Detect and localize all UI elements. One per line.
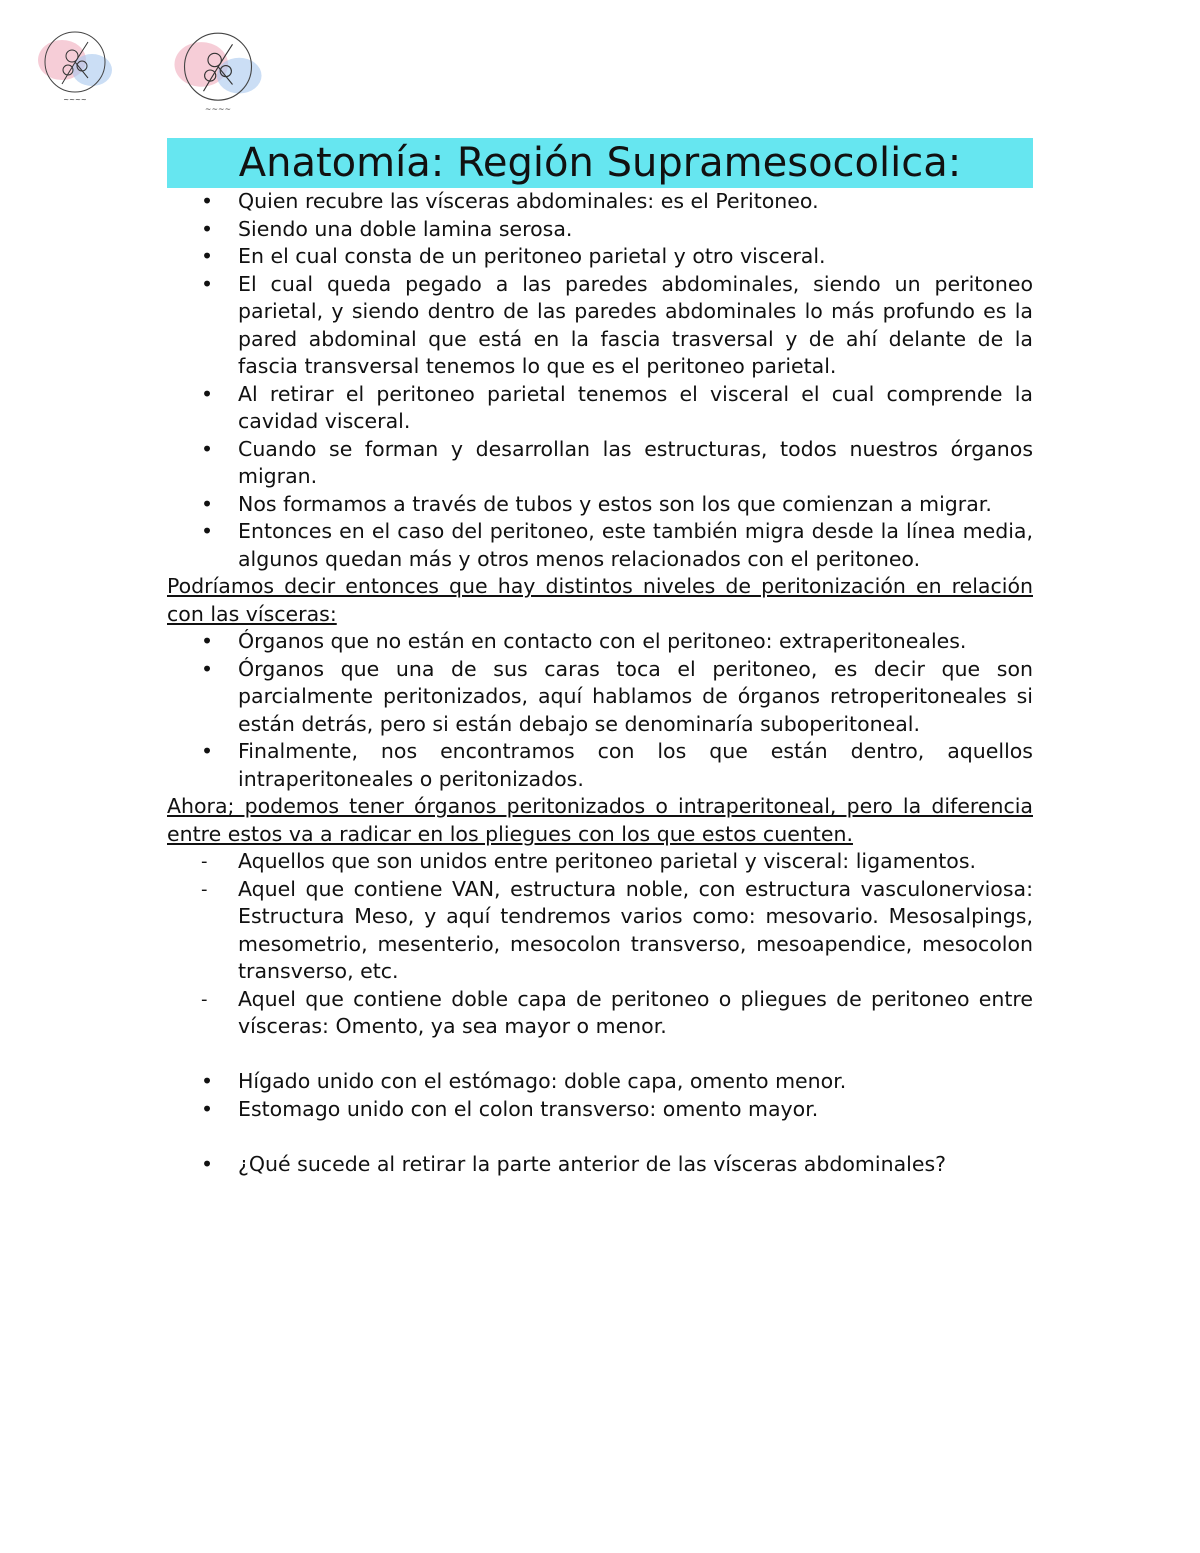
bullet-icon: •	[201, 491, 214, 516]
list-item: • Órganos que una de sus caras toca el peritoneo, es decir que son parcialmente peritonizados, aquí hablamos de órganos retroperitoneales si están detrás, pero si están debajo se denominaría suboperitoneal.	[201, 656, 1033, 736]
list-item: • Nos formamos a través de tubos y estos son los que comienzan a migrar.	[167, 491, 1033, 519]
list-item: • Órganos que no están en contacto con el peritoneo: extraperitoneales.	[167, 628, 1033, 656]
bullet-icon: •	[201, 244, 214, 268]
intro-list	[167, 188, 1033, 573]
list-item: • Finalmente, nos encontramos con los que están dentro, aquellos intraperitoneales o peritonizados.	[201, 739, 1033, 791]
bullet-icon: •	[201, 189, 214, 213]
section-heading-peritonization: Podríamos decir entonces que hay distintos niveles de peritonización en relación con las vísceras:	[167, 574, 1033, 626]
bullet-icon: •	[201, 519, 214, 543]
bullet-icon: •	[201, 1096, 214, 1121]
bullet-icon: •	[201, 1151, 214, 1176]
svg-text:~~~~: ~~~~	[204, 104, 232, 114]
bullet-icon: •	[201, 381, 214, 406]
section-heading-pliegues: Ahora; podemos tener órganos peritonizados o intraperitoneal, pero la diferencia entre estos va a radicar en los pliegues con los que estos cuenten.	[167, 794, 1033, 846]
list-item: • El cual queda pegado a las paredes abdominales, siendo un peritoneo parietal, y siendo dentro de las paredes abdominales lo más profundo es la pared abdominal que está en la fascia trasversal y de ahí delante de la fascia transversal tenemos lo que es el peritoneo parietal.	[201, 271, 1033, 378]
list-item: - Aquel que contiene doble capa de peritoneo o pliegues de peritoneo entre vísceras: Omento, ya sea mayor o menor.	[201, 986, 1033, 1038]
bullet-icon: •	[201, 436, 214, 461]
list-item: • ¿Qué sucede al retirar la parte anterior de las vísceras abdominales?	[167, 1151, 1033, 1179]
svg-text:~~~~: ~~~~	[63, 96, 87, 104]
list-item: • En el cual consta de un peritoneo parietal y otro visceral.	[167, 243, 1033, 271]
list-item: • Cuando se forman y desarrollan las estructuras, todos nuestros órganos migran.	[201, 436, 1033, 488]
floral-circle-logo-icon	[32, 22, 118, 108]
list-item: • Estomago unido con el colon transverso: omento mayor.	[167, 1096, 1033, 1124]
peritonization-list	[167, 628, 1033, 793]
list-item: • Siendo una doble lamina serosa.	[167, 216, 1033, 244]
list-item: • Al retirar el peritoneo parietal tenemos el visceral el cual comprende la cavidad visceral.	[201, 381, 1033, 433]
list-item: • Hígado unido con el estómago: doble capa, omento menor.	[167, 1068, 1033, 1096]
bullet-icon: •	[201, 739, 214, 763]
document-body	[167, 138, 1033, 1178]
spacer	[167, 1041, 1033, 1069]
page-title: Anatomía: Región Supramesocolica:	[167, 138, 1033, 188]
bullet-icon: •	[201, 271, 214, 296]
list-item: • Entonces en el caso del peritoneo, este también migra desde la línea media, algunos quedan más y otros menos relacionados con el peritoneo.	[201, 519, 1033, 571]
list-item: - Aquel que contiene VAN, estructura noble, con estructura vasculonerviosa: Estructura Meso, y aquí tendremos varios como: mesovario. Mesosalpings, mesometrio, mesenterio, mesocolon transverso, mesoapendice, mesocolon transverso, etc.	[201, 876, 1033, 983]
spacer	[167, 1123, 1033, 1151]
floral-circle-logo-icon	[168, 22, 254, 114]
bullet-icon: •	[201, 1069, 214, 1093]
bullet-icon: •	[201, 216, 214, 241]
list-item: - Aquellos que son unidos entre peritoneo parietal y visceral: ligamentos.	[167, 848, 1033, 876]
dash-icon: -	[201, 851, 208, 872]
list-item: • Quien recubre las vísceras abdominales: es el Peritoneo.	[167, 188, 1033, 216]
dash-icon: -	[201, 878, 208, 900]
omento-list	[167, 1068, 1033, 1123]
pliegues-list	[167, 848, 1033, 1041]
bullet-icon: •	[201, 656, 214, 681]
dash-icon: -	[201, 988, 208, 1010]
question-list	[167, 1151, 1033, 1179]
bullet-icon: •	[201, 629, 214, 653]
